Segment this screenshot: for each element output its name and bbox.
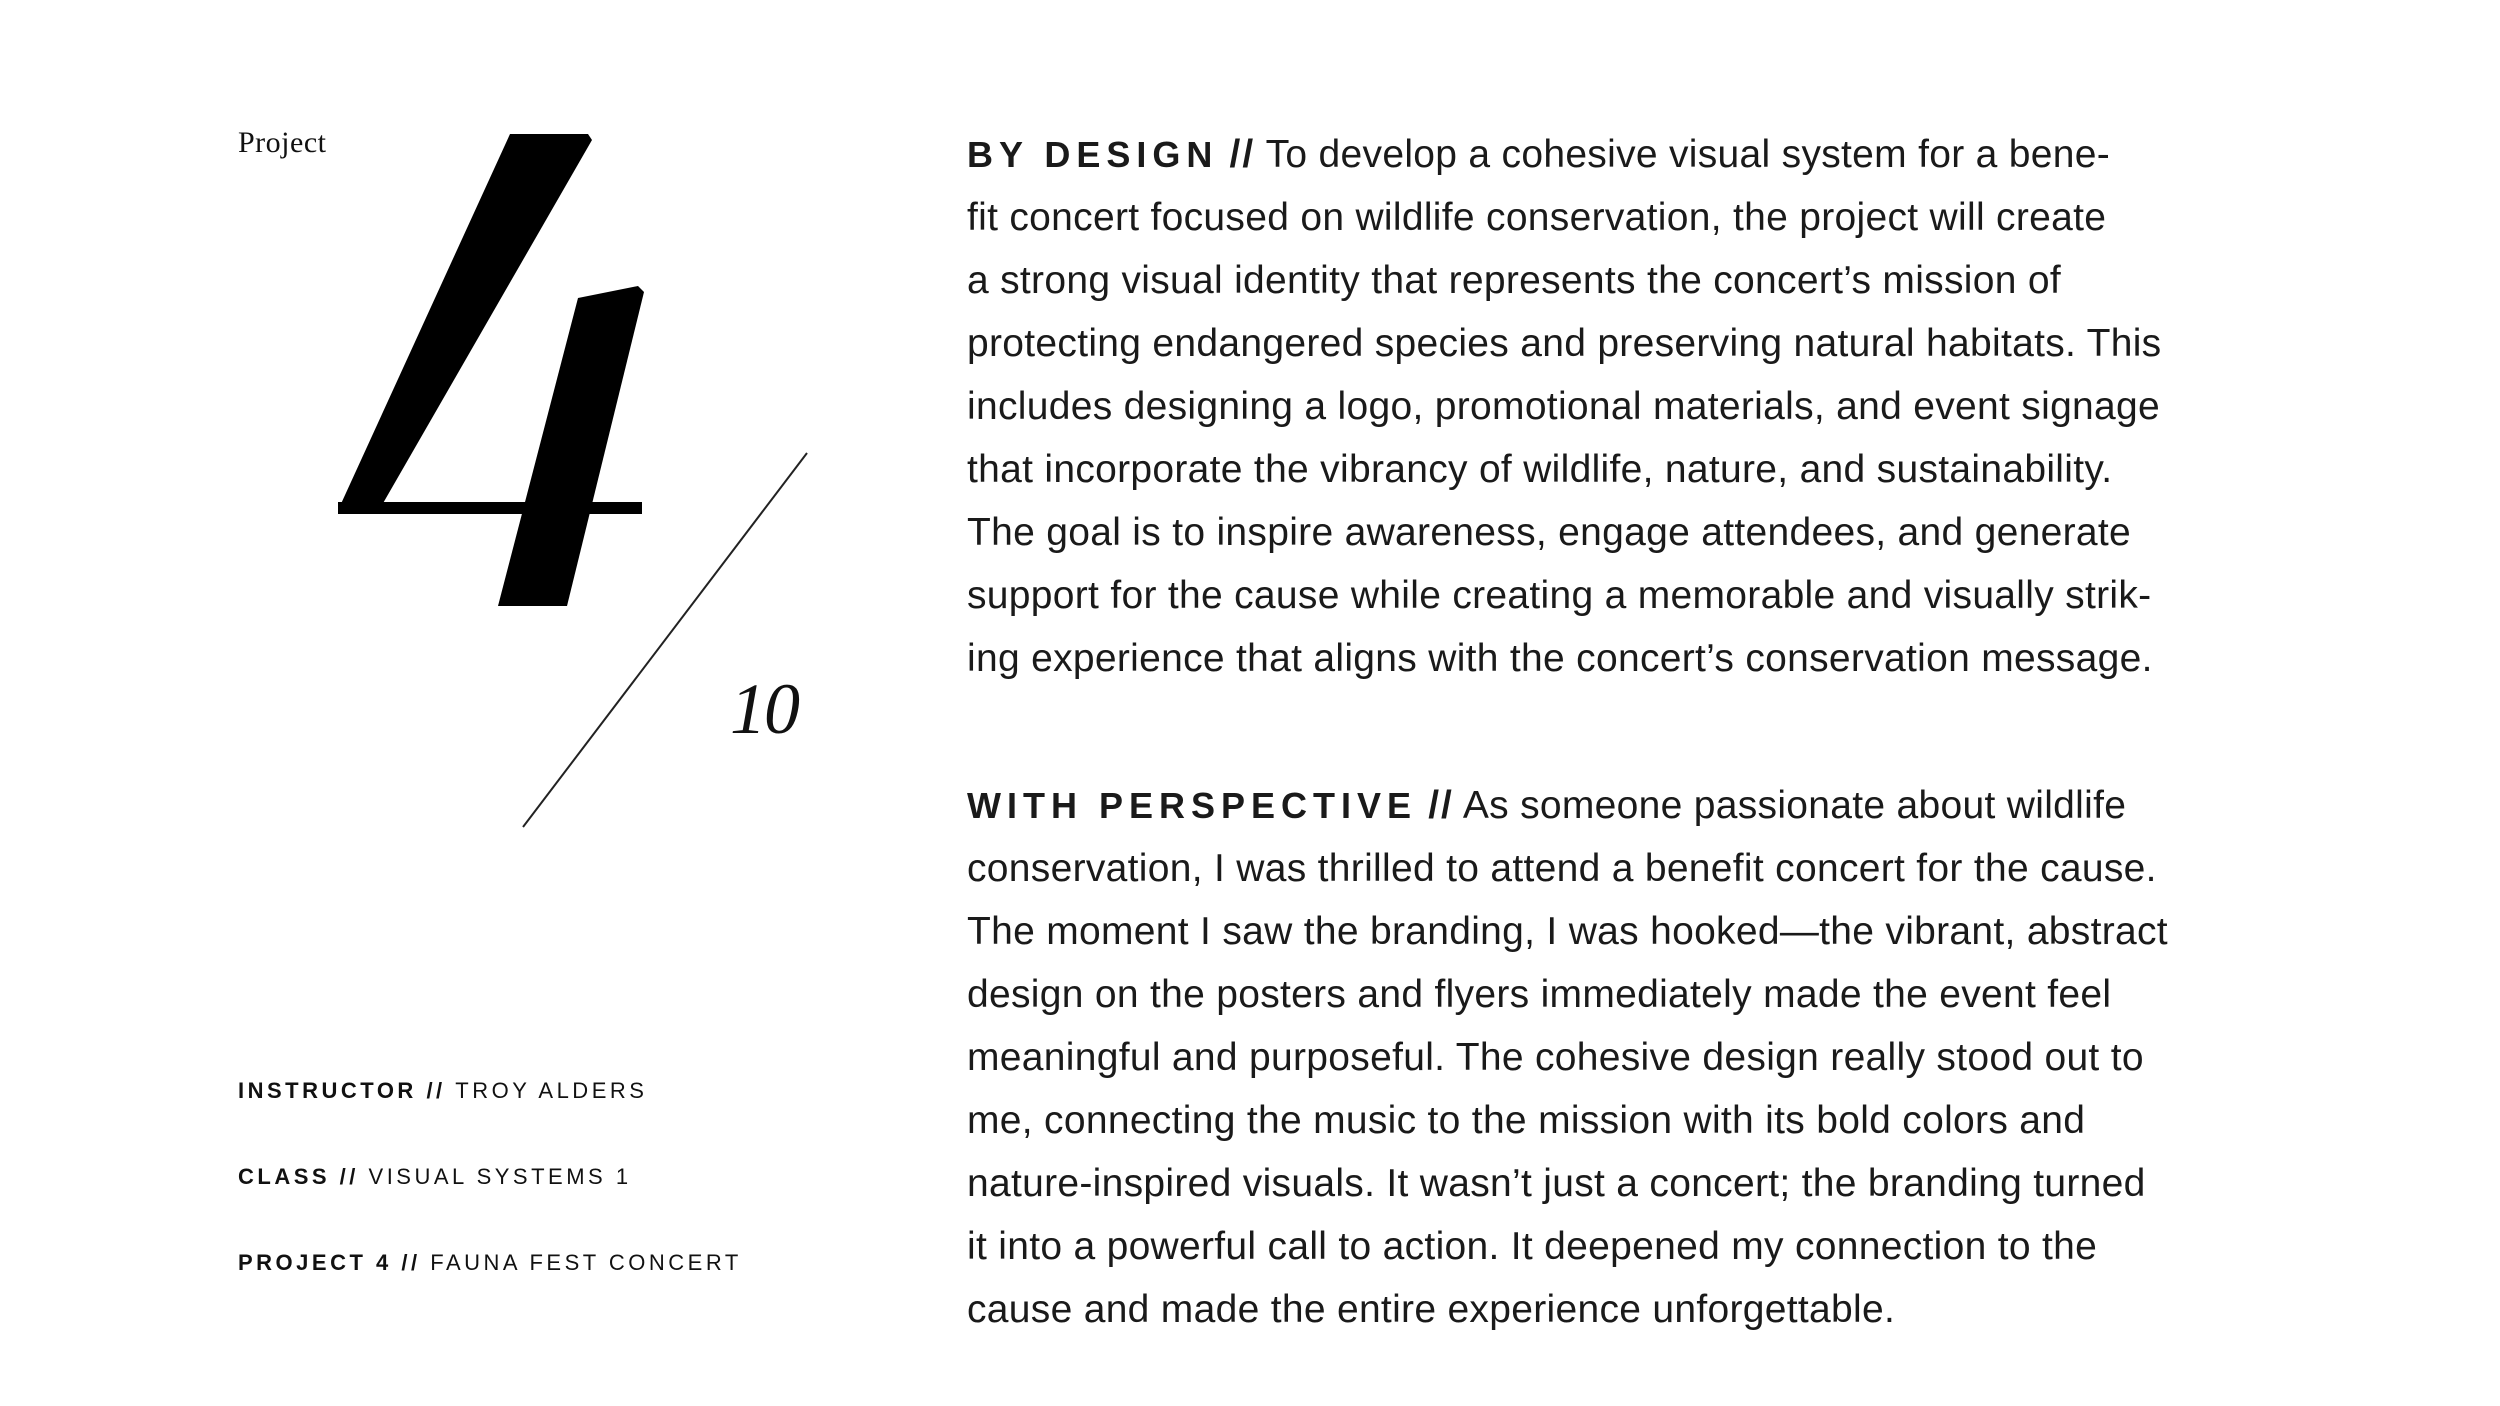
meta-value: VISUAL SYSTEMS 1 [368,1164,632,1189]
paragraph-line: includes designing a logo, promotional materials, and event signage [967,385,2161,428]
paragraph-line [967,774,2307,837]
paragraph-line: nature-inspired visuals. It wasn’t just a concert; the branding turned [967,1162,2146,1205]
by-design-paragraph [967,123,2307,690]
meta-key: PROJECT 4 [238,1250,392,1275]
project-label: Project [238,126,327,159]
line-text: As someone passionate about wildlife [1453,784,2127,827]
total-projects-number: 10 [730,669,798,749]
paragraph-line: that incorporate the vibrancy of wildlife, nature, and sustainability. [967,448,2113,491]
paragraph-line: ing experience that aligns with the concert’s conservation message. [967,637,2153,680]
paragraph-line: conservation, I was thrilled to attend a benefit concert for the cause. [967,847,2157,890]
paragraph-line: a strong visual identity that represents the concert’s mission of [967,259,2061,302]
heading-slashes: // [1428,784,1454,827]
heading-slashes: // [1229,133,1256,176]
meta-class [238,1164,632,1190]
with-perspective-paragraph [967,774,2307,1341]
meta-instructor [238,1078,647,1104]
meta-key: INSTRUCTOR [238,1078,417,1103]
meta-key: CLASS [238,1164,331,1189]
paragraph-line: design on the posters and flyers immediately made the event feel [967,973,2112,1016]
line-text: To develop a cohesive visual system for a bene- [1255,133,2111,176]
section-heading: BY DESIGN [967,134,1219,175]
meta-value: FAUNA FEST CONCERT [430,1250,742,1275]
paragraph-line: meaningful and purposeful. The cohesive design really stood out to [967,1036,2144,1079]
section-heading: WITH PERSPECTIVE [967,785,1418,826]
paragraph-line [967,123,2307,186]
meta-separator: // [330,1164,369,1189]
paragraph-line: The goal is to inspire awareness, engage attendees, and generate [967,511,2131,554]
paragraph-line: it into a powerful call to action. It deepened my connection to the [967,1225,2098,1268]
paragraph-line: protecting endangered species and preserving natural habitats. This [967,322,2162,365]
paragraph-line: fit concert focused on wildlife conservation, the project will create [967,196,2107,239]
paragraph-line: The moment I saw the branding, I was hooked—the vibrant, abstract [967,910,2168,953]
diagonal-divider [520,450,810,830]
meta-value: TROY ALDERS [455,1078,648,1103]
project-number-text: 4 [320,120,321,121]
meta-project [238,1250,742,1276]
meta-separator: // [391,1250,431,1275]
paragraph-line: me, connecting the music to the mission with its bold colors and [967,1099,2086,1142]
paragraph-line: support for the cause while creating a memorable and visually strik- [967,574,2152,617]
meta-separator: // [416,1078,456,1103]
paragraph-line: cause and made the entire experience unforgettable. [967,1288,1896,1331]
